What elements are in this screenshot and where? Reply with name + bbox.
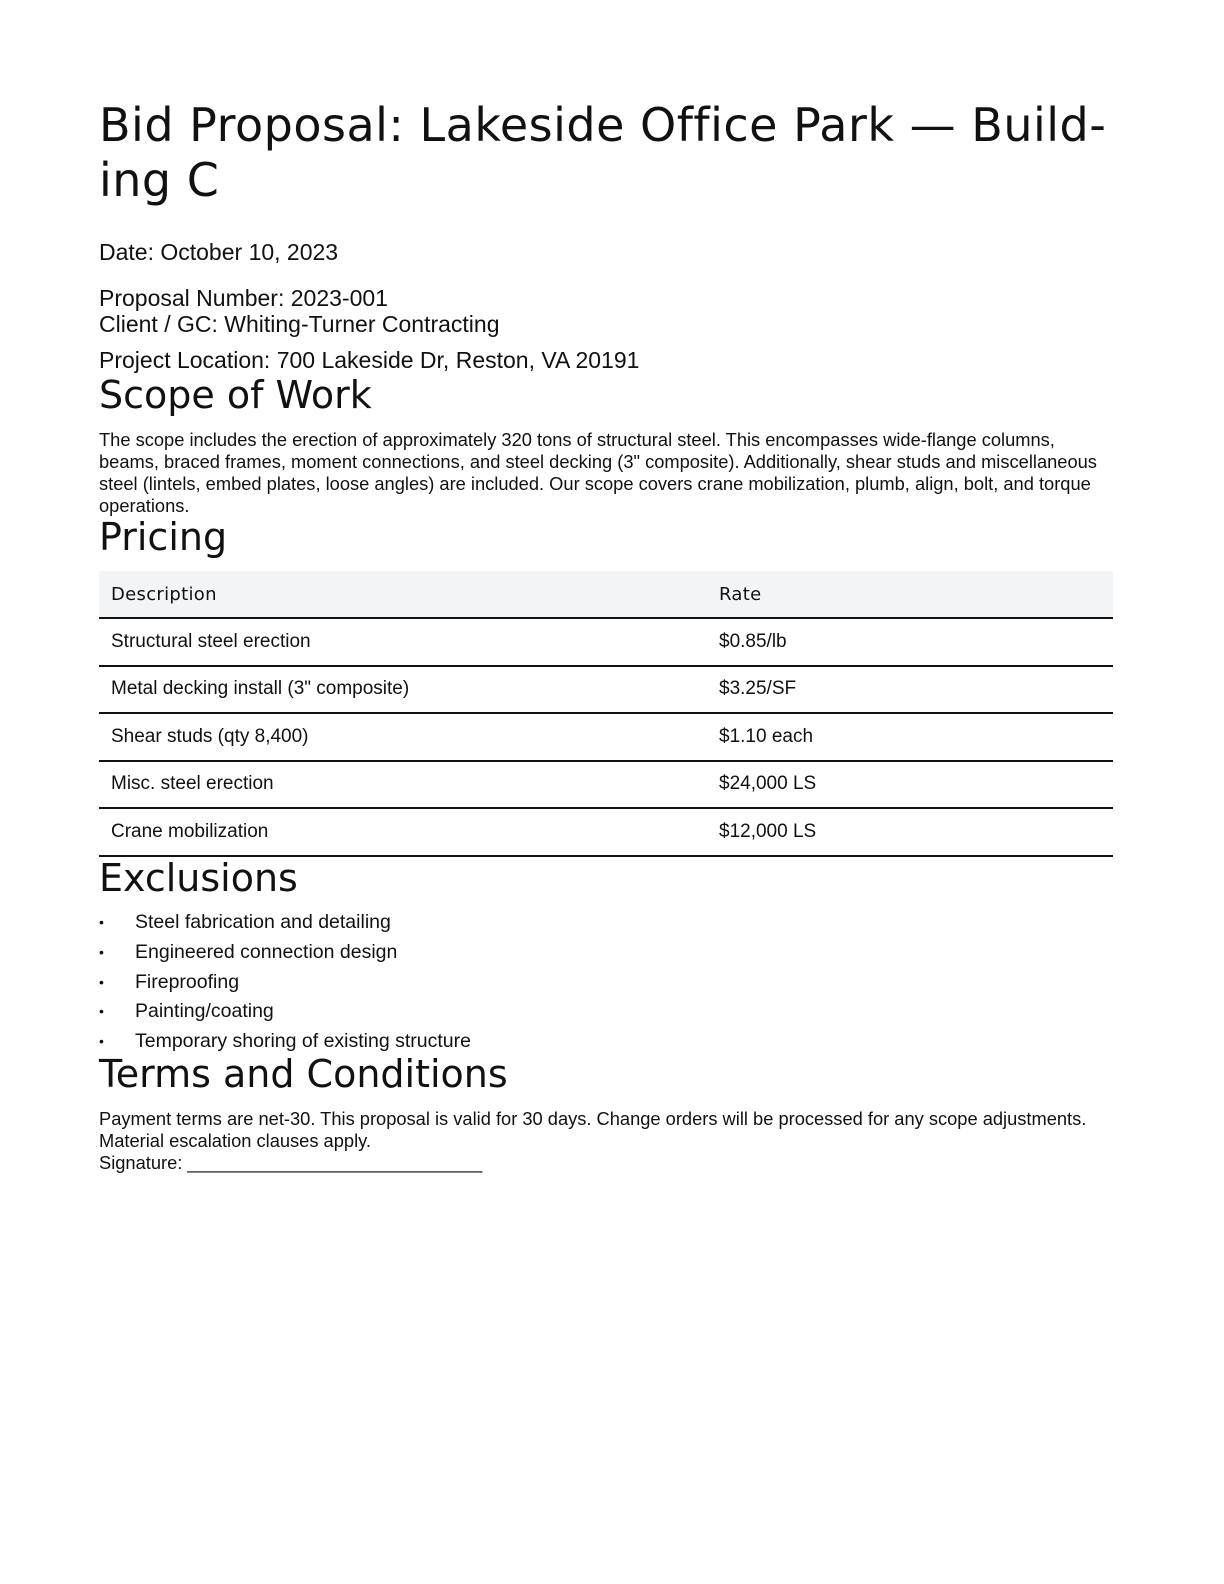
- bullet-icon: •: [99, 914, 104, 930]
- row-description: Misc. steel erection: [99, 761, 707, 809]
- client-gc: Client / GC: Whiting-Turner Contracting: [99, 311, 500, 337]
- row-rate: $24,000 LS: [707, 761, 1113, 809]
- bullet-icon: •: [99, 1033, 104, 1050]
- table-row: [99, 713, 1113, 761]
- list-item-text: Fireproofing: [135, 970, 240, 993]
- list-item-text: Steel fabrication and detailing: [135, 911, 391, 933]
- exclusions-list: [99, 908, 471, 1057]
- scope-heading: Scope of Work: [99, 373, 372, 417]
- list-item-text: Engineered connection design: [135, 940, 398, 963]
- bullet-icon: •: [99, 1003, 104, 1020]
- proposal-number: Proposal Number: 2023-001: [99, 285, 388, 311]
- list-item: [99, 997, 471, 1027]
- list-item: [99, 908, 471, 938]
- list-item-text: Temporary shoring of existing structure: [135, 1030, 471, 1053]
- scope-text: The scope includes the erection of approximately 320 tons of structural steel. This encompasses wide-flange columns, beams, braced frames, moment connections, and steel decking (3" composite). Additionally, shear studs and miscellaneous steel (lintels, embed plates, loose angles) are included. Our scope covers crane mobilization, plumb, align, bolt, and torque operations.: [99, 429, 1097, 516]
- proposal-date: Date: October 10, 2023: [99, 239, 339, 265]
- column-header-description: Description: [99, 571, 707, 618]
- row-rate: $3.25/SF: [707, 666, 1113, 714]
- row-description: Structural steel erection: [99, 618, 707, 666]
- pricing-header-row: [99, 571, 1113, 618]
- project-location: Project Location: 700 Lakeside Dr, Reston, VA 20191: [99, 347, 640, 373]
- row-description: Shear studs (qty 8,400): [99, 713, 707, 761]
- exclusions-heading: Exclusions: [99, 856, 298, 900]
- bullet-icon: •: [99, 973, 104, 990]
- list-item: [99, 968, 471, 998]
- page-title-line-2: ing C: [99, 153, 220, 207]
- page-title: [99, 98, 1113, 208]
- row-description: Crane mobilization: [99, 808, 707, 856]
- pricing-heading: Pricing: [99, 515, 228, 559]
- row-rate: $1.10 each: [707, 713, 1113, 761]
- row-rate: $12,000 LS: [707, 808, 1113, 856]
- terms-text: Payment terms are net-30. This proposal is valid for 30 days. Change orders will be processed for any scope adjustments. Material escalation clauses apply.: [99, 1108, 1087, 1151]
- list-item-text: Painting/coating: [135, 1000, 274, 1023]
- row-description: Metal decking install (3" composite): [99, 666, 707, 714]
- terms-heading: Terms and Conditions: [99, 1052, 508, 1096]
- table-row: [99, 761, 1113, 809]
- list-item: [99, 938, 471, 968]
- table-row: [99, 666, 1113, 714]
- page-title-line-1: Bid Proposal: Lakeside Office Park — Build-: [99, 98, 1107, 152]
- pricing-table: [99, 571, 1113, 857]
- column-header-rate: Rate: [707, 571, 1113, 618]
- bullet-icon: •: [99, 943, 104, 960]
- signature-line: Signature: _____________________________: [99, 1152, 483, 1173]
- row-rate: $0.85/lb: [707, 618, 1113, 666]
- table-row: [99, 808, 1113, 856]
- table-row: [99, 618, 1113, 666]
